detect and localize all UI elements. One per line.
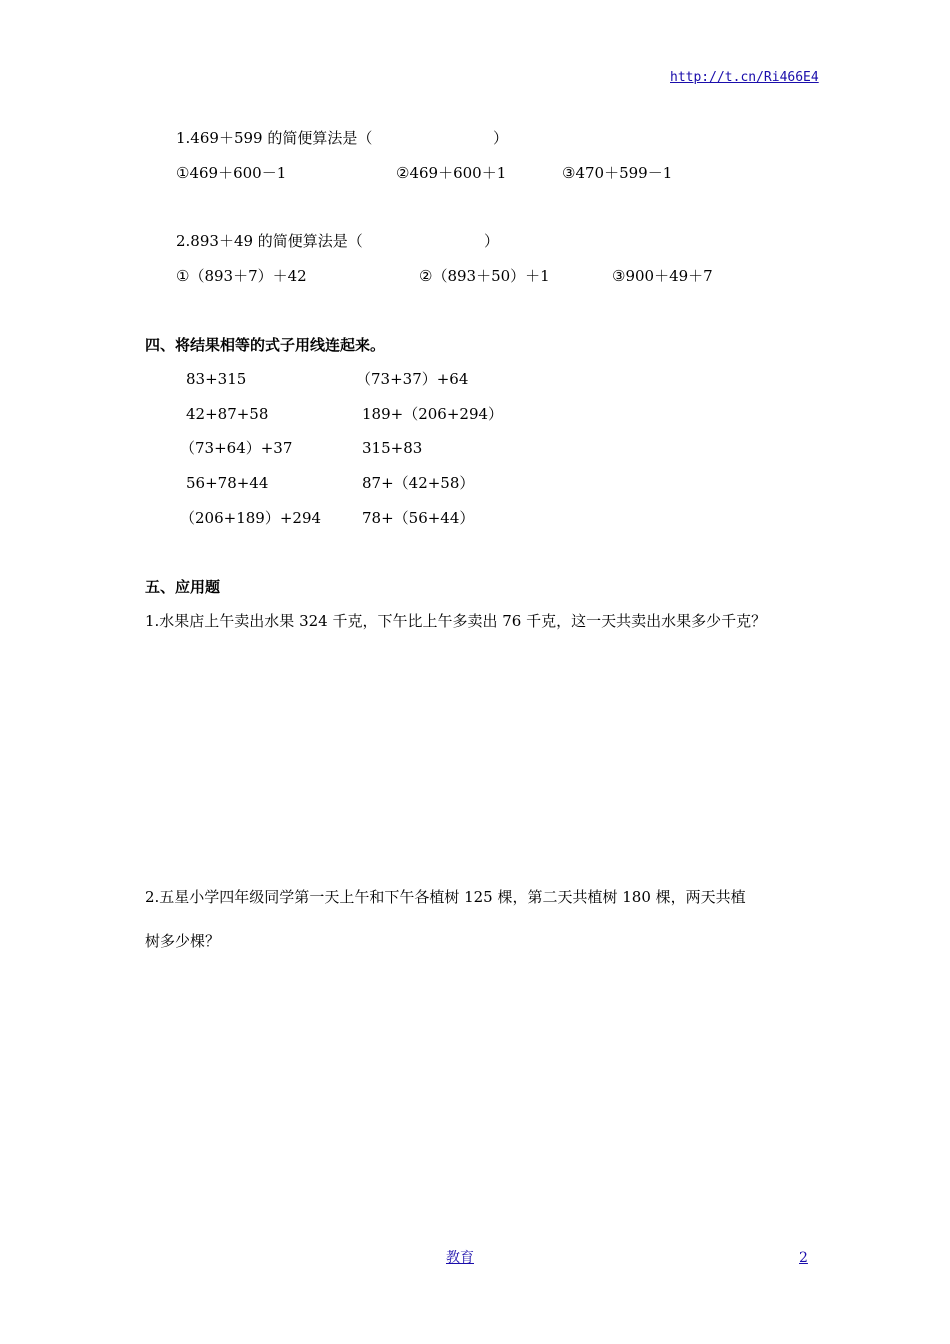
header-link[interactable]: http://t.cn/Ri466E4 — [670, 70, 819, 85]
q1-option-1: ①469＋600－1 — [176, 164, 287, 182]
left-expression: （73+64）+37 — [180, 439, 293, 457]
q1-option-3: ③470＋599－1 — [562, 164, 673, 182]
q2-option-3: ③900＋49＋7 — [612, 267, 713, 285]
section-4-title: 四、将结果相等的式子用线连起来。 — [145, 336, 386, 354]
left-expression: 42+87+58 — [186, 405, 269, 423]
page-number[interactable]: 2 — [799, 1250, 808, 1266]
question-2-close-paren: ） — [484, 232, 500, 250]
question-2: 2.893＋49 的简便算法是（ — [176, 232, 363, 250]
question-1: 1.469＋599 的简便算法是（ — [176, 129, 373, 147]
q2-option-2: ②（893＋50）＋1 — [419, 267, 550, 285]
left-expression: 56+78+44 — [186, 474, 269, 492]
question-1-close-paren: ） — [493, 129, 509, 147]
q2-option-1: ①（893＋7）＋42 — [176, 267, 307, 285]
problem-2-line-1: 2.五星小学四年级同学第一天上午和下午各植树 125 棵，第二天共植树 180 棵，两天共植 — [145, 888, 746, 906]
section-5-title: 五、应用题 — [145, 578, 221, 596]
footer-link[interactable]: 教育 — [446, 1250, 474, 1266]
right-expression: 189+（206+294） — [362, 405, 504, 423]
right-expression: 315+83 — [362, 439, 423, 457]
left-expression: 83+315 — [186, 370, 247, 388]
right-expression: 78+（56+44） — [362, 509, 475, 527]
right-expression: 87+（42+58） — [362, 474, 475, 492]
q1-option-2: ②469＋600＋1 — [396, 164, 507, 182]
problem-1: 1.水果店上午卖出水果 324 千克，下午比上午多卖出 76 千克，这一天共卖出水果多少千克？ — [145, 612, 767, 630]
left-expression: （206+189）+294 — [180, 509, 322, 527]
right-expression: （73+37）+64 — [356, 370, 469, 388]
problem-2-line-2: 树多少棵？ — [145, 932, 221, 950]
